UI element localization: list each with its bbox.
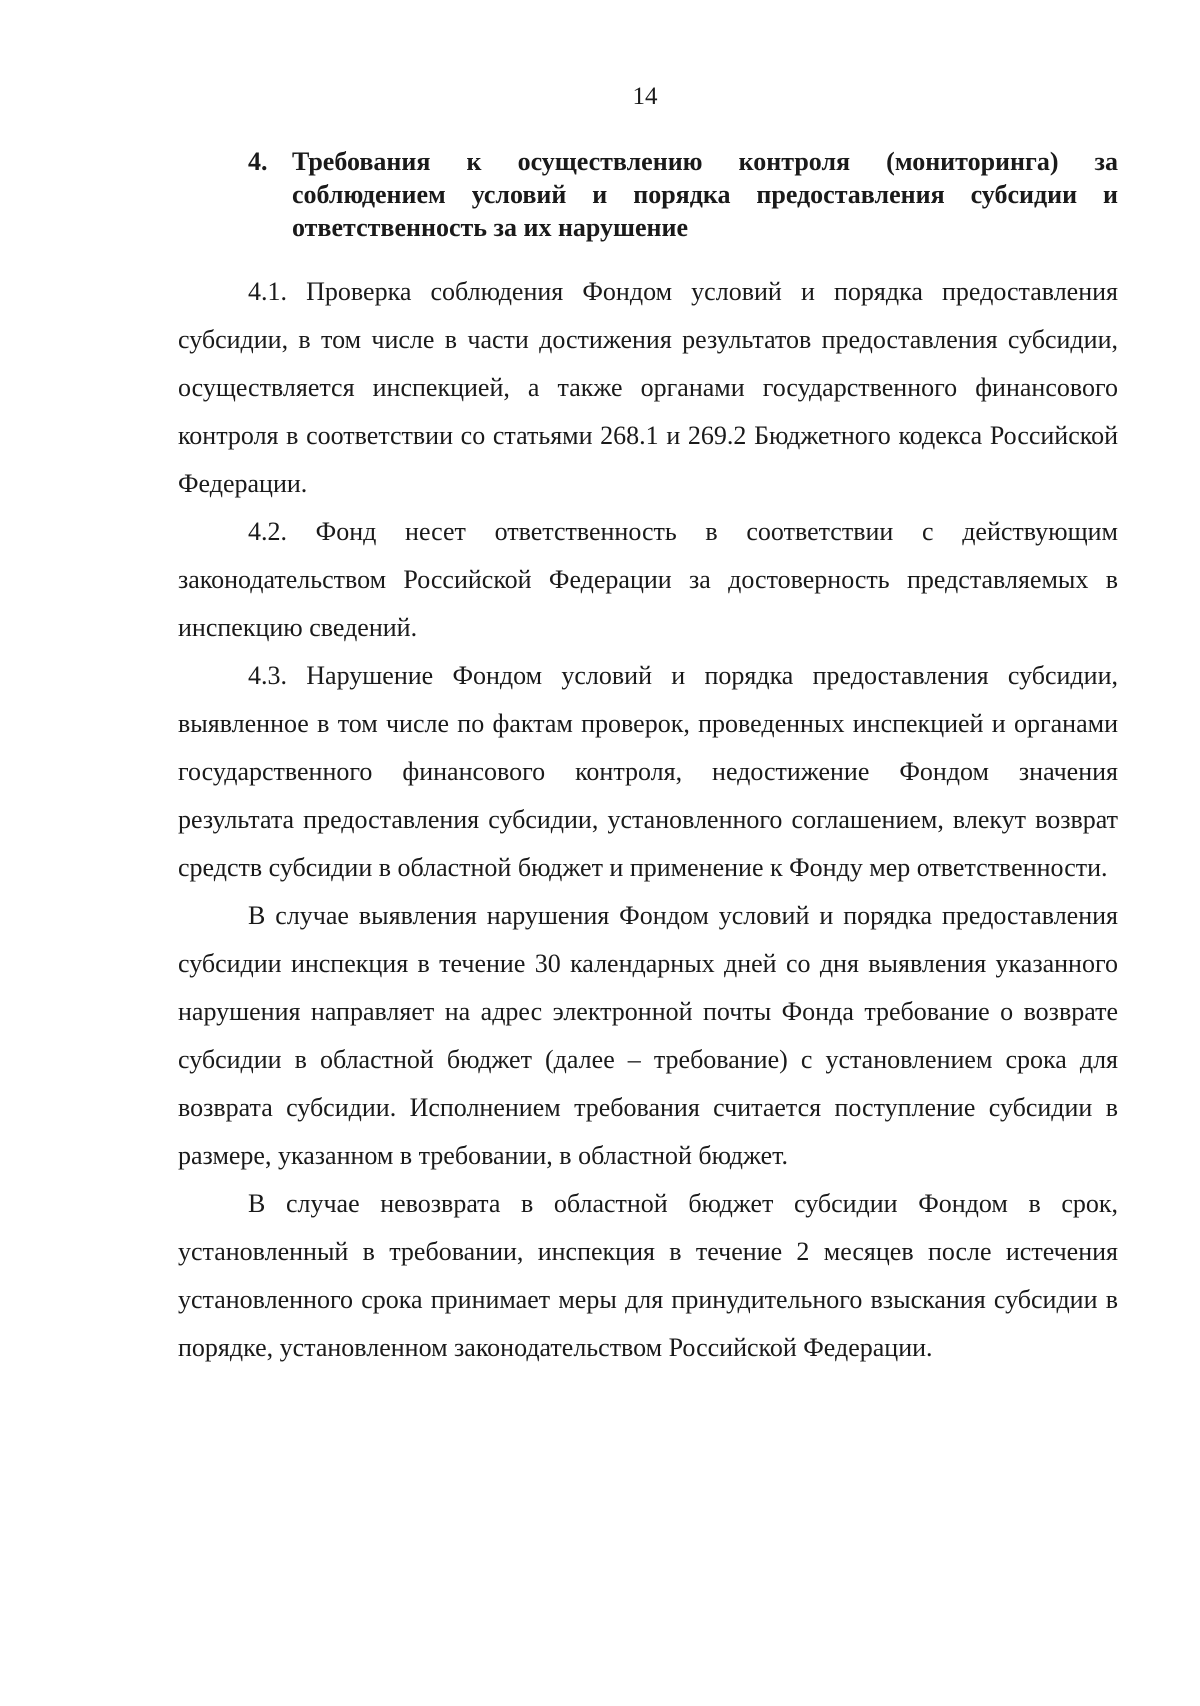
paragraph-4-2: 4.2. Фонд несет ответственность в соответствии с действующим законодательством Российской Федерации за достоверность представляемых в инспекцию сведений. [178, 517, 1118, 642]
paragraph-refund-demand: В случае выявления нарушения Фондом условий и порядка предоставления субсидии инспекция в течение 30 календарных дней со дня выявления указанного нарушения направляет на адрес электронной почты Фонда требование о возврате субсидии в областной бюджет (далее – требование) с установлением срока для возврата субсидии. Исполнением требования считается поступление субсидии в размере, указанном в требовании, в областной бюджет. [178, 901, 1118, 1170]
section-title: Требования к осуществлению контроля (мониторинга) за соблюдением условий и порядка предоставления субсидии и ответственность за их нарушение [292, 147, 1118, 242]
paragraph-4-3: 4.3. Нарушение Фондом условий и порядка предоставления субсидии, выявленное в том числе по фактам проверок, проведенных инспекцией и органами государственного финансового контроля, недостижение Фондом значения результата предоставления субсидии, установленного соглашением, влекут возврат средств субсидии в областной бюджет и применение к Фонду мер ответственности. [178, 661, 1118, 882]
section-heading [248, 145, 1118, 244]
paragraph-forced-recovery: В случае невозврата в областной бюджет субсидии Фондом в срок, установленный в требовании, инспекция в течение 2 месяцев после истечения установленного срока принимает меры для принудительного взыскания субсидии в порядке, установленном законодательством Российской Федерации. [178, 1189, 1118, 1362]
section-number: 4. [248, 147, 268, 176]
paragraph-4-1: 4.1. Проверка соблюдения Фондом условий и порядка предоставления субсидии, в том числе в части достижения результатов предоставления субсидии, осуществляется инспекцией, а также органами государственного финансового контроля в соответствии со статьями 268.1 и 269.2 Бюджетного кодекса Российской Федерации. [178, 277, 1118, 498]
page-number: 14 [632, 83, 658, 110]
document-body [178, 268, 1118, 1372]
